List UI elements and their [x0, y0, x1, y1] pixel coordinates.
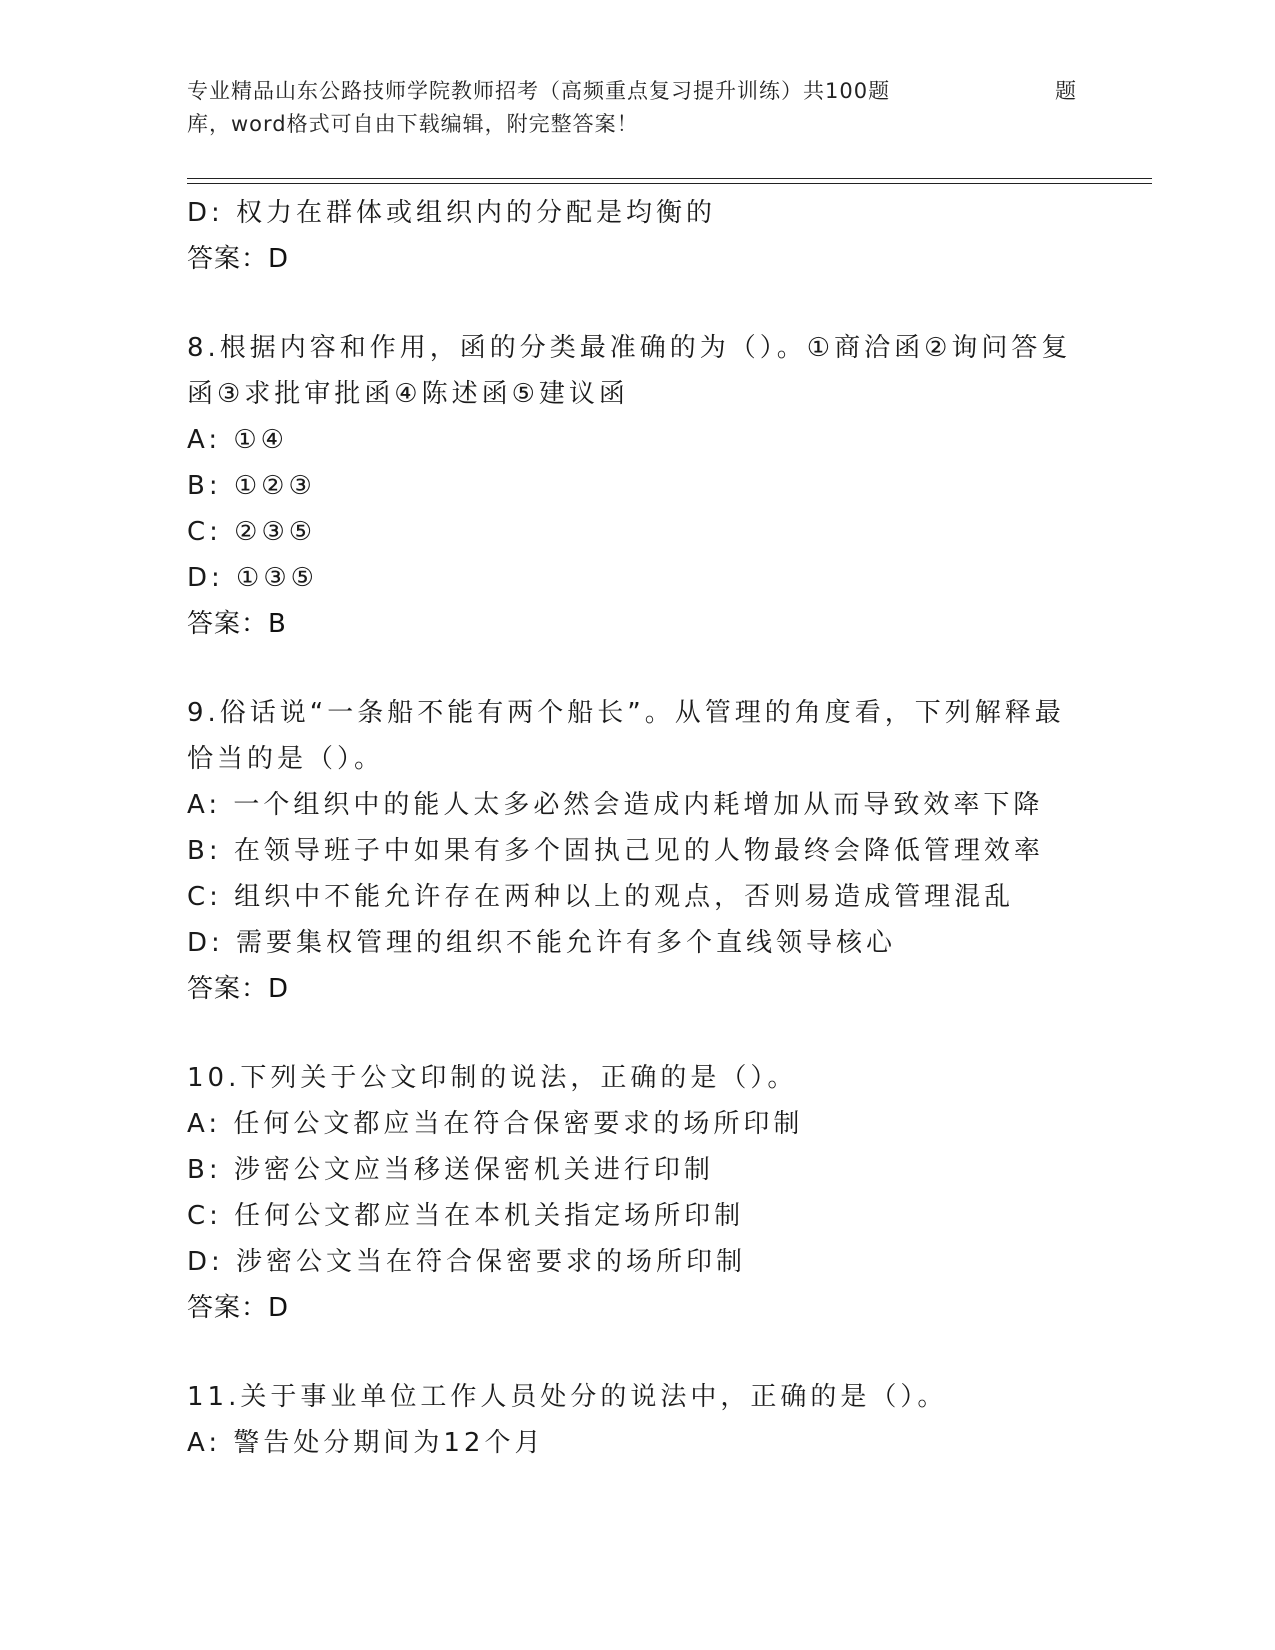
option-a: A: 警告处分期间为12个月: [187, 1428, 545, 1458]
previous-question-tail: [187, 190, 1107, 282]
option-b: B: 涉密公文应当移送保密机关进行印制: [187, 1155, 714, 1185]
question-spacer: [187, 647, 1107, 690]
question-stem-line: 函③求批审批函④陈述函⑤建议函: [187, 379, 629, 409]
option-a: A: 一个组织中的能人太多必然会造成内耗增加从而导致效率下降: [187, 790, 1044, 820]
question-10: [187, 1055, 1107, 1331]
question-stem-line: 恰当的是（）。: [187, 744, 385, 774]
option-a: A: 任何公文都应当在符合保密要求的场所印制: [187, 1109, 804, 1139]
question-8: [187, 325, 1107, 647]
option-b: B: ①②③: [187, 471, 316, 501]
question-spacer: [187, 1012, 1107, 1055]
question-stem-line: 9.俗话说“一条船不能有两个船长”。从管理的角度看，下列解释最: [187, 698, 1065, 728]
question-stem-line: 8.根据内容和作用，函的分类最准确的为（）。①商洽函②询问答复: [187, 333, 1072, 363]
option-c: C: 任何公文都应当在本机关指定场所印制: [187, 1201, 745, 1231]
header-divider-top: [187, 178, 1152, 179]
header-divider-bottom: [187, 183, 1152, 184]
document-header: [187, 75, 1087, 141]
question-9: [187, 690, 1107, 1012]
question-stem-line: 10.下列关于公文印制的说法，正确的是（）。: [187, 1063, 798, 1093]
answer-line: 答案：D: [187, 1293, 290, 1323]
option-a: A: ①④: [187, 425, 288, 455]
option-b: B: 在领导班子中如果有多个固执己见的人物最终会降低管理效率: [187, 836, 1044, 866]
option-d: D: 涉密公文当在符合保密要求的场所印制: [187, 1247, 747, 1277]
question-spacer: [187, 282, 1107, 325]
header-line-1: 专业精品山东公路技师学院教师招考（高频重点复习提升训练）共100题: [187, 79, 891, 103]
answer-line: 答案：D: [187, 974, 290, 1004]
question-stem-line: 11.关于事业单位工作人员处分的说法中，正确的是（）。: [187, 1382, 948, 1412]
question-11: [187, 1374, 1107, 1466]
header-line-2: 库，word格式可自由下载编辑，附完整答案！: [187, 112, 639, 136]
option-d: D: ①③⑤: [187, 563, 318, 593]
header-line-1-tail: 题: [1055, 79, 1076, 103]
question-list: [187, 190, 1107, 1466]
answer-line: 答案：B: [187, 609, 287, 639]
option-d: D: 权力在群体或组织内的分配是均衡的: [187, 198, 717, 228]
option-c: C: 组织中不能允许存在两种以上的观点，否则易造成管理混乱: [187, 882, 1015, 912]
option-d: D: 需要集权管理的组织不能允许有多个直线领导核心: [187, 928, 897, 958]
option-c: C: ②③⑤: [187, 517, 317, 547]
answer-line: 答案：D: [187, 244, 290, 274]
question-spacer: [187, 1331, 1107, 1374]
